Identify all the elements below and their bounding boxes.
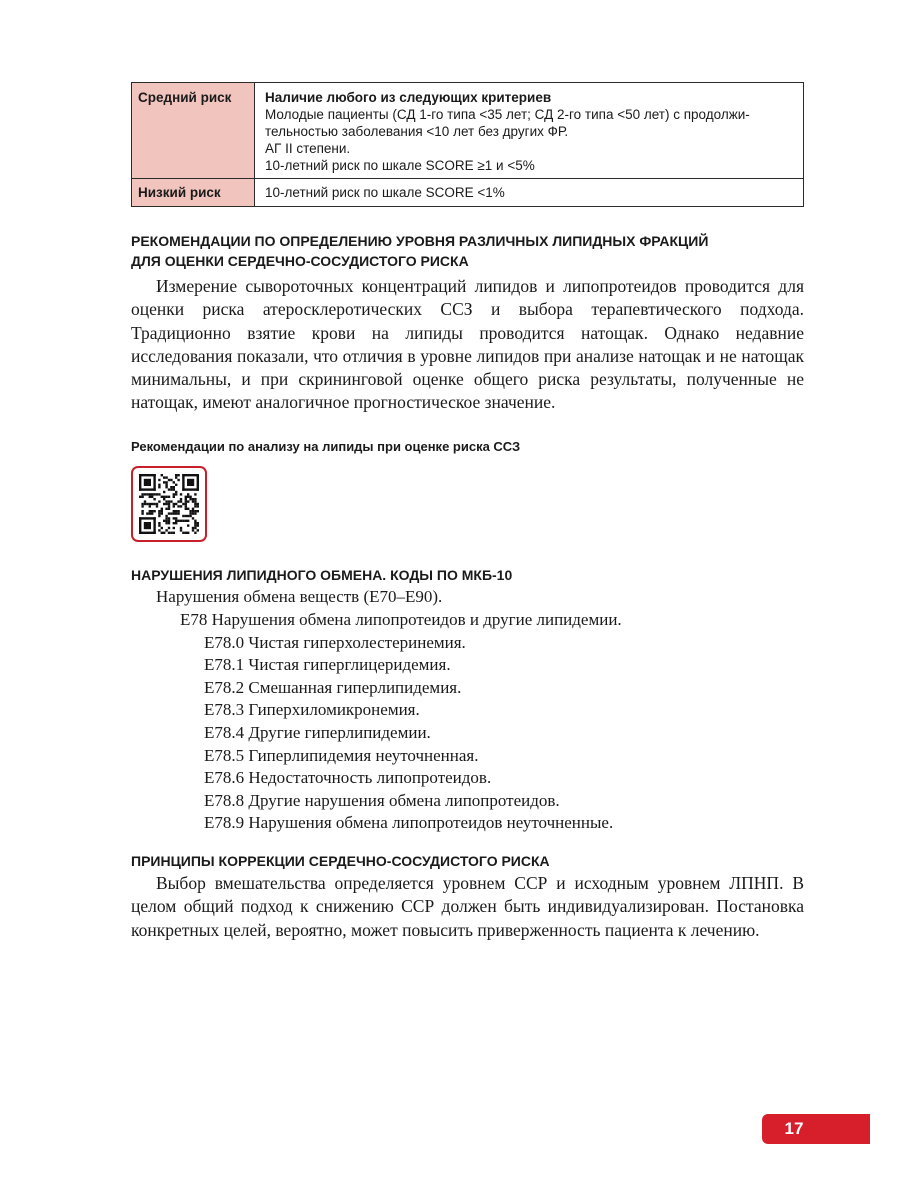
heading-line: РЕКОМЕНДАЦИИ ПО ОПРЕДЕЛЕНИЮ УРОВНЯ РАЗЛИЧНЫХ ЛИПИДНЫХ ФРАКЦИЙ <box>131 233 709 249</box>
criteria-line: Молодые пациенты (СД 1-го типа <35 лет; СД 2-го типа <50 лет) с продолжи- <box>265 107 750 122</box>
list-item: E78.4 Другие гиперлипидемии. <box>204 723 431 742</box>
risk-label-low: Низкий риск <box>132 179 255 207</box>
list-item: E78.6 Недостаточность липопротеидов. <box>204 768 492 787</box>
section-heading-icd-codes: НАРУШЕНИЯ ЛИПИДНОГО ОБМЕНА. КОДЫ ПО МКБ-10 <box>131 567 513 583</box>
qr-code-icon[interactable] <box>131 466 207 542</box>
list-item: E78.5 Гиперлипидемия неуточненная. <box>204 746 479 765</box>
icd-level2: E78 Нарушения обмена липопротеидов и другие липидемии. <box>180 610 622 629</box>
risk-criteria-medium <box>255 83 804 179</box>
list-item: E78.1 Чистая гиперглицеридемия. <box>204 655 451 674</box>
criteria-heading: Наличие любого из следующих критериев <box>265 90 552 105</box>
paragraph-risk-correction: Выбор вмешательства определяется уровнем ССР и исходным уровнем ЛПНП. В целом общий подход к снижению ССР должен быть индивидуализирован. Постановка конкретных целей, вероятно, может повысить приверженность пациента к лечению. <box>131 873 804 940</box>
table-row <box>132 83 804 179</box>
heading-line: ДЛЯ ОЦЕНКИ СЕРДЕЧНО-СОСУДИСТОГО РИСКА <box>131 253 469 269</box>
subheading-lipid-analysis: Рекомендации по анализу на липиды при оценке риска ССЗ <box>131 439 521 454</box>
list-item: E78.3 Гиперхиломикронемия. <box>204 700 420 719</box>
list-item: E78.9 Нарушения обмена липопротеидов неуточненные. <box>204 813 614 832</box>
page-number-tab <box>762 1114 870 1144</box>
risk-table <box>131 82 804 207</box>
list-item: E78.0 Чистая гиперхолестеринемия. <box>204 633 466 652</box>
list-item: E78.2 Смешанная гиперлипидемия. <box>204 678 462 697</box>
list-item: E78.8 Другие нарушения обмена липопротеидов. <box>204 791 560 810</box>
paragraph-lipid-measurement: Измерение сывороточных концентраций липидов и липопротеидов проводится для оценки риска атеросклеротических ССЗ и выбора терапевтического подхода. Традиционно взятие крови на липиды проводится натощак. Однако недавние исследования показали, что отличия в уровне липидов при анализе натощак и не натощак минимальны, и при скрининговой оценке общего риска результаты, полученные не натощак, имеют аналогичное прогностическое значение. <box>131 276 804 413</box>
criteria-line: АГ II степени. <box>265 141 351 156</box>
section-heading-risk-correction: ПРИНЦИПЫ КОРРЕКЦИИ СЕРДЕЧНО-СОСУДИСТОГО РИСКА <box>131 853 550 869</box>
risk-label-medium: Средний риск <box>132 83 255 179</box>
section-heading-lipid-fractions <box>131 231 708 271</box>
criteria-line: тельностью заболевания <10 лет без других ФР. <box>265 124 569 139</box>
risk-criteria-low: 10-летний риск по шкале SCORE <1% <box>255 179 804 207</box>
icd-level1: Нарушения обмена веществ (E70–E90). <box>156 587 443 606</box>
qr-code-graphic <box>139 474 199 534</box>
page-number: 17 <box>784 1119 804 1138</box>
criteria-line: 10-летний риск по шкале SCORE ≥1 и <5% <box>265 158 535 173</box>
table-row <box>132 179 804 207</box>
